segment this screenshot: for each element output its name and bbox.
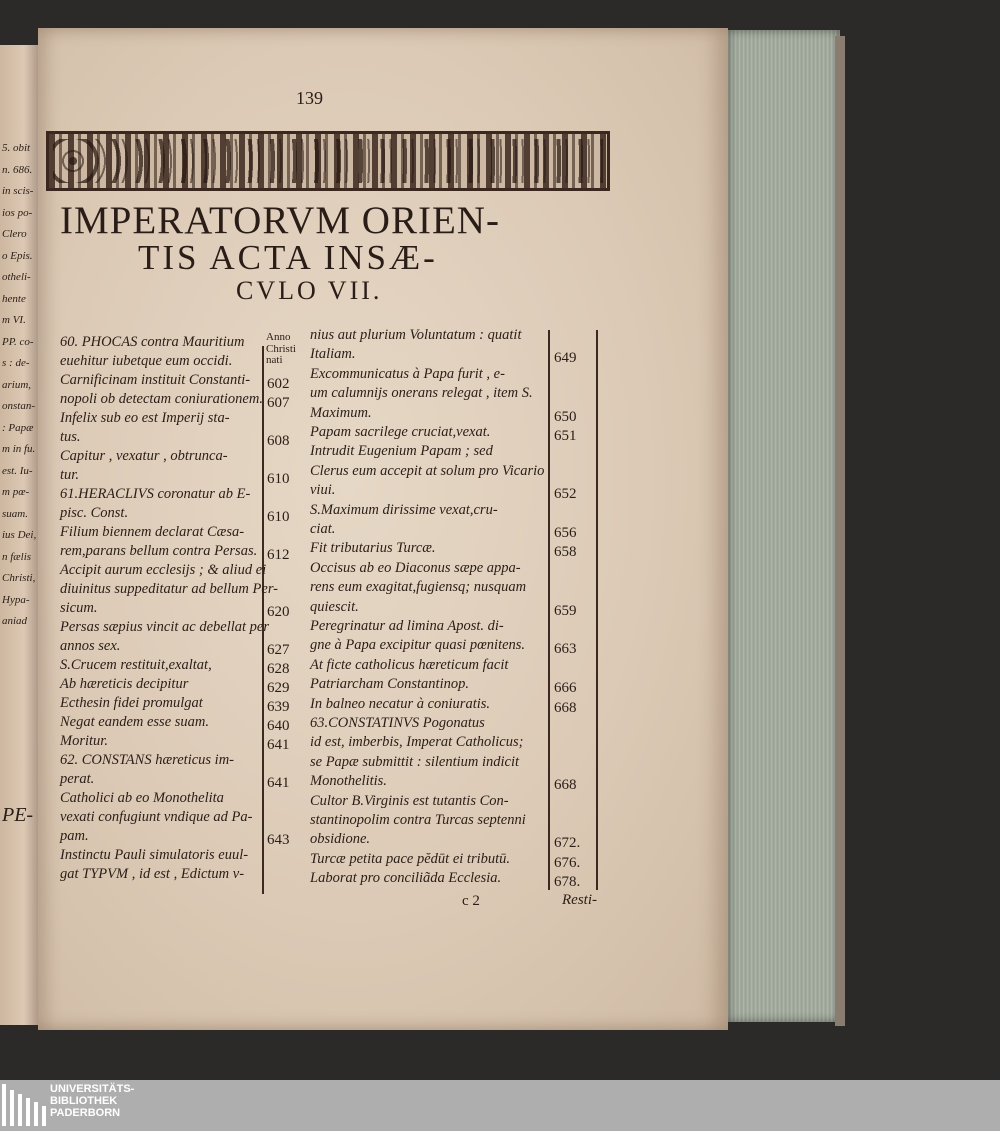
year-entry: 608 xyxy=(267,433,290,449)
year-entry: 627 xyxy=(267,642,290,658)
year-entry: 641 xyxy=(267,737,290,753)
left-page-fragment: Clero xyxy=(2,228,27,240)
text-line: Occisus ab eo Diaconus sæpe appa- xyxy=(310,559,521,576)
text-line: At ficte catholicus hæreticum facit xyxy=(310,656,509,673)
left-page-fragment: otheli- xyxy=(2,271,31,283)
text-line: gne à Papa excipitur quasi pœnitens. xyxy=(310,637,526,654)
library-logo-line: UNIVERSITÄTS- xyxy=(50,1083,135,1095)
text-line: Carnificinam instituit Constanti- xyxy=(60,372,251,388)
text-line: Cultor B.Virginis est tutantis Con- xyxy=(310,792,509,809)
year-entry: 643 xyxy=(267,832,290,848)
left-page-fragment: 5. obit xyxy=(2,142,31,154)
text-line: gat TYPVM , id est , Edictum v- xyxy=(60,866,245,882)
left-page-fragment: PE- xyxy=(2,804,34,826)
year-entry: 610 xyxy=(267,509,290,525)
text-line: diuinitus suppeditatur ad bellum Per- xyxy=(60,581,279,597)
text-line: sicum. xyxy=(60,600,98,616)
text-line: S.Maximum dirissime vexat,cru- xyxy=(310,501,498,518)
year-entry: 663 xyxy=(554,641,577,658)
year-entry: 628 xyxy=(267,661,290,677)
text-line: ciat. xyxy=(310,521,336,537)
year-entry: 678. xyxy=(554,874,581,891)
left-page-fragment: hente xyxy=(2,292,26,305)
text-line: Infelix sub eo est Imperij sta- xyxy=(60,410,230,426)
year-entry: 620 xyxy=(267,604,290,620)
text-line: pisc. Const. xyxy=(60,505,129,521)
left-page-fragment: m VI. xyxy=(2,314,26,326)
title-line-1: IMPERATORVM ORIEN- xyxy=(60,199,500,242)
year-entry: 607 xyxy=(267,395,290,411)
text-line: Monothelitis. xyxy=(310,773,387,790)
text-line: Negat eandem esse suam. xyxy=(60,714,210,730)
year-entry: 629 xyxy=(267,680,290,696)
right-year-rule-outer xyxy=(596,330,598,890)
left-page-fragment: est. Iu- xyxy=(2,464,33,477)
text-line: 61.HERACLIVS coronatur ab E- xyxy=(60,486,251,502)
text-line: nopoli ob detectam coniurationem. xyxy=(60,391,263,407)
year-entry: 639 xyxy=(267,699,290,715)
book-cover-edge xyxy=(835,36,845,1026)
left-page-fragment: Christi, xyxy=(2,572,36,584)
left-page-fragment: n. 686. xyxy=(2,163,33,176)
text-line: rens eum exagitat,fugiensq; nusquam xyxy=(310,579,527,596)
left-page-fragment: ius Dei, xyxy=(2,529,37,541)
text-line: Catholici ab eo Monothelita xyxy=(60,790,224,806)
left-page-fragment: : Papæ xyxy=(2,421,34,434)
title-line-2: TIS ACTA INSÆ- xyxy=(138,238,438,277)
text-line: S.Crucem restituit,exaltat, xyxy=(60,657,212,673)
year-entry: 602 xyxy=(267,376,290,392)
left-page-fragment: onstan- xyxy=(2,400,35,412)
text-line: viui. xyxy=(310,482,336,499)
left-page-fragment: ios po- xyxy=(2,206,33,219)
year-entry: 668 xyxy=(554,699,577,716)
text-line: Capitur , vexatur , obtrunca- xyxy=(60,448,228,464)
text-line: Patriarcham Constantinop. xyxy=(310,676,469,693)
text-line: Filium biennem declarat Cæsa- xyxy=(60,524,245,540)
year-entry: 656 xyxy=(554,525,577,541)
text-line: Fit tributarius Turcæ. xyxy=(310,540,436,557)
year-entry: 658 xyxy=(554,544,577,561)
text-line: obsidione. xyxy=(310,831,371,848)
text-line: Italiam. xyxy=(310,346,356,363)
year-header-line: Anno xyxy=(266,331,291,343)
year-entry: 676. xyxy=(554,854,581,871)
text-line: pam. xyxy=(60,828,89,844)
text-line: tur. xyxy=(60,467,79,483)
text-line: Accipit aurum ecclesijs ; & aliud ei xyxy=(60,562,267,578)
text-line: Papam sacrilege cruciat,vexat. xyxy=(310,424,491,440)
text-line: Persas sæpius vincit ac debellat per xyxy=(60,619,270,635)
left-page-fragment: aniad xyxy=(2,615,28,627)
text-line: Laborat pro conciliãda Ecclesia. xyxy=(310,870,502,887)
year-entry: 672. xyxy=(554,835,581,852)
text-line: stantinopolim contra Turcas septenni xyxy=(310,812,526,828)
year-column-header xyxy=(266,332,296,367)
left-page-fragment: Hypa- xyxy=(2,593,30,606)
text-line: Ecthesin fidei promulgat xyxy=(60,695,203,711)
decorative-headpiece xyxy=(46,131,610,191)
text-line: Clerus eum accepit at solum pro Vicario xyxy=(310,462,545,479)
year-entry: 650 xyxy=(554,408,577,425)
year-header-line: Christi xyxy=(266,342,296,355)
year-entry: 651 xyxy=(554,428,577,444)
text-line: Excommunicatus à Papa furit , e- xyxy=(310,365,505,382)
text-line: 63.CONSTATINVS Pogonatus xyxy=(310,715,485,731)
text-line: se Papæ submittit : silentium indicit xyxy=(310,753,520,770)
year-entry: 640 xyxy=(267,718,290,734)
year-entry: 612 xyxy=(267,547,290,563)
left-page-fragment: m pœ- xyxy=(2,486,30,498)
left-page-fragment: o Epis. xyxy=(2,249,33,262)
page-number: 139 xyxy=(296,88,323,108)
text-line: Peregrinatur ad limina Apost. di- xyxy=(310,618,504,634)
text-line: In balneo necatur à coniuratis. xyxy=(310,695,491,712)
year-entry: 659 xyxy=(554,602,577,619)
text-line: annos sex. xyxy=(60,638,121,654)
text-line: rem,parans bellum contra Persas. xyxy=(60,543,258,559)
left-page-fragment: suam. xyxy=(2,507,28,520)
text-line: 62. CONSTANS hæreticus im- xyxy=(60,752,235,768)
year-entry: 668 xyxy=(554,777,577,794)
left-page-fragment: m in fu. xyxy=(2,443,36,455)
text-line: Ab hæreticis decipitur xyxy=(60,676,189,692)
year-entry: 666 xyxy=(554,680,577,697)
text-line: Turcæ petita pace pĕdūt ei tributū. xyxy=(310,850,511,867)
text-line: 60. PHOCAS contra Mauritium xyxy=(60,334,245,350)
library-logo-text xyxy=(50,1083,134,1119)
text-line: quiescit. xyxy=(310,598,359,615)
left-page-fragment: in scis- xyxy=(2,185,34,197)
left-page-fragment: s : de- xyxy=(2,357,30,369)
text-line: Moritur. xyxy=(60,733,108,749)
text-line: tus. xyxy=(60,429,81,445)
library-footer-bar xyxy=(0,1080,1000,1131)
text-line: Instinctu Pauli simulatoris euul- xyxy=(60,847,249,863)
library-logo-line: PADERBORN xyxy=(50,1107,121,1119)
year-header-line: nati xyxy=(266,354,283,366)
signature-mark: c 2 xyxy=(462,893,480,909)
year-entry: 641 xyxy=(267,775,290,791)
text-line: perat. xyxy=(60,771,95,787)
text-line: euehitur iubetque eum occidi. xyxy=(60,353,233,369)
text-line: id est, imberbis, Imperat Catholicus; xyxy=(310,734,524,751)
page-edges xyxy=(728,30,840,1022)
library-logo-line: BIBLIOTHEK xyxy=(50,1095,118,1107)
year-entry: 652 xyxy=(554,486,577,503)
left-page-fragment: arium, xyxy=(2,378,32,391)
text-line: vexati confugiunt vndique ad Pa- xyxy=(60,809,253,825)
left-page-fragment: PP. co- xyxy=(2,335,34,348)
text-line: um calumnijs onerans relegat , item S. xyxy=(310,385,533,402)
text-line: Maximum. xyxy=(310,404,372,421)
catchword: Resti- xyxy=(562,892,597,908)
right-year-rule-inner xyxy=(548,330,550,890)
text-line: nius aut plurium Voluntatum : quatit xyxy=(310,327,522,343)
text-line: Intrudit Eugenium Papam ; sed xyxy=(310,443,493,460)
library-logo-icon xyxy=(2,1084,48,1126)
title-line-3: CVLO VII. xyxy=(236,276,383,305)
left-page-fragment: n fælis xyxy=(2,550,32,563)
year-entry: 610 xyxy=(267,471,290,487)
year-entry: 649 xyxy=(554,350,577,367)
